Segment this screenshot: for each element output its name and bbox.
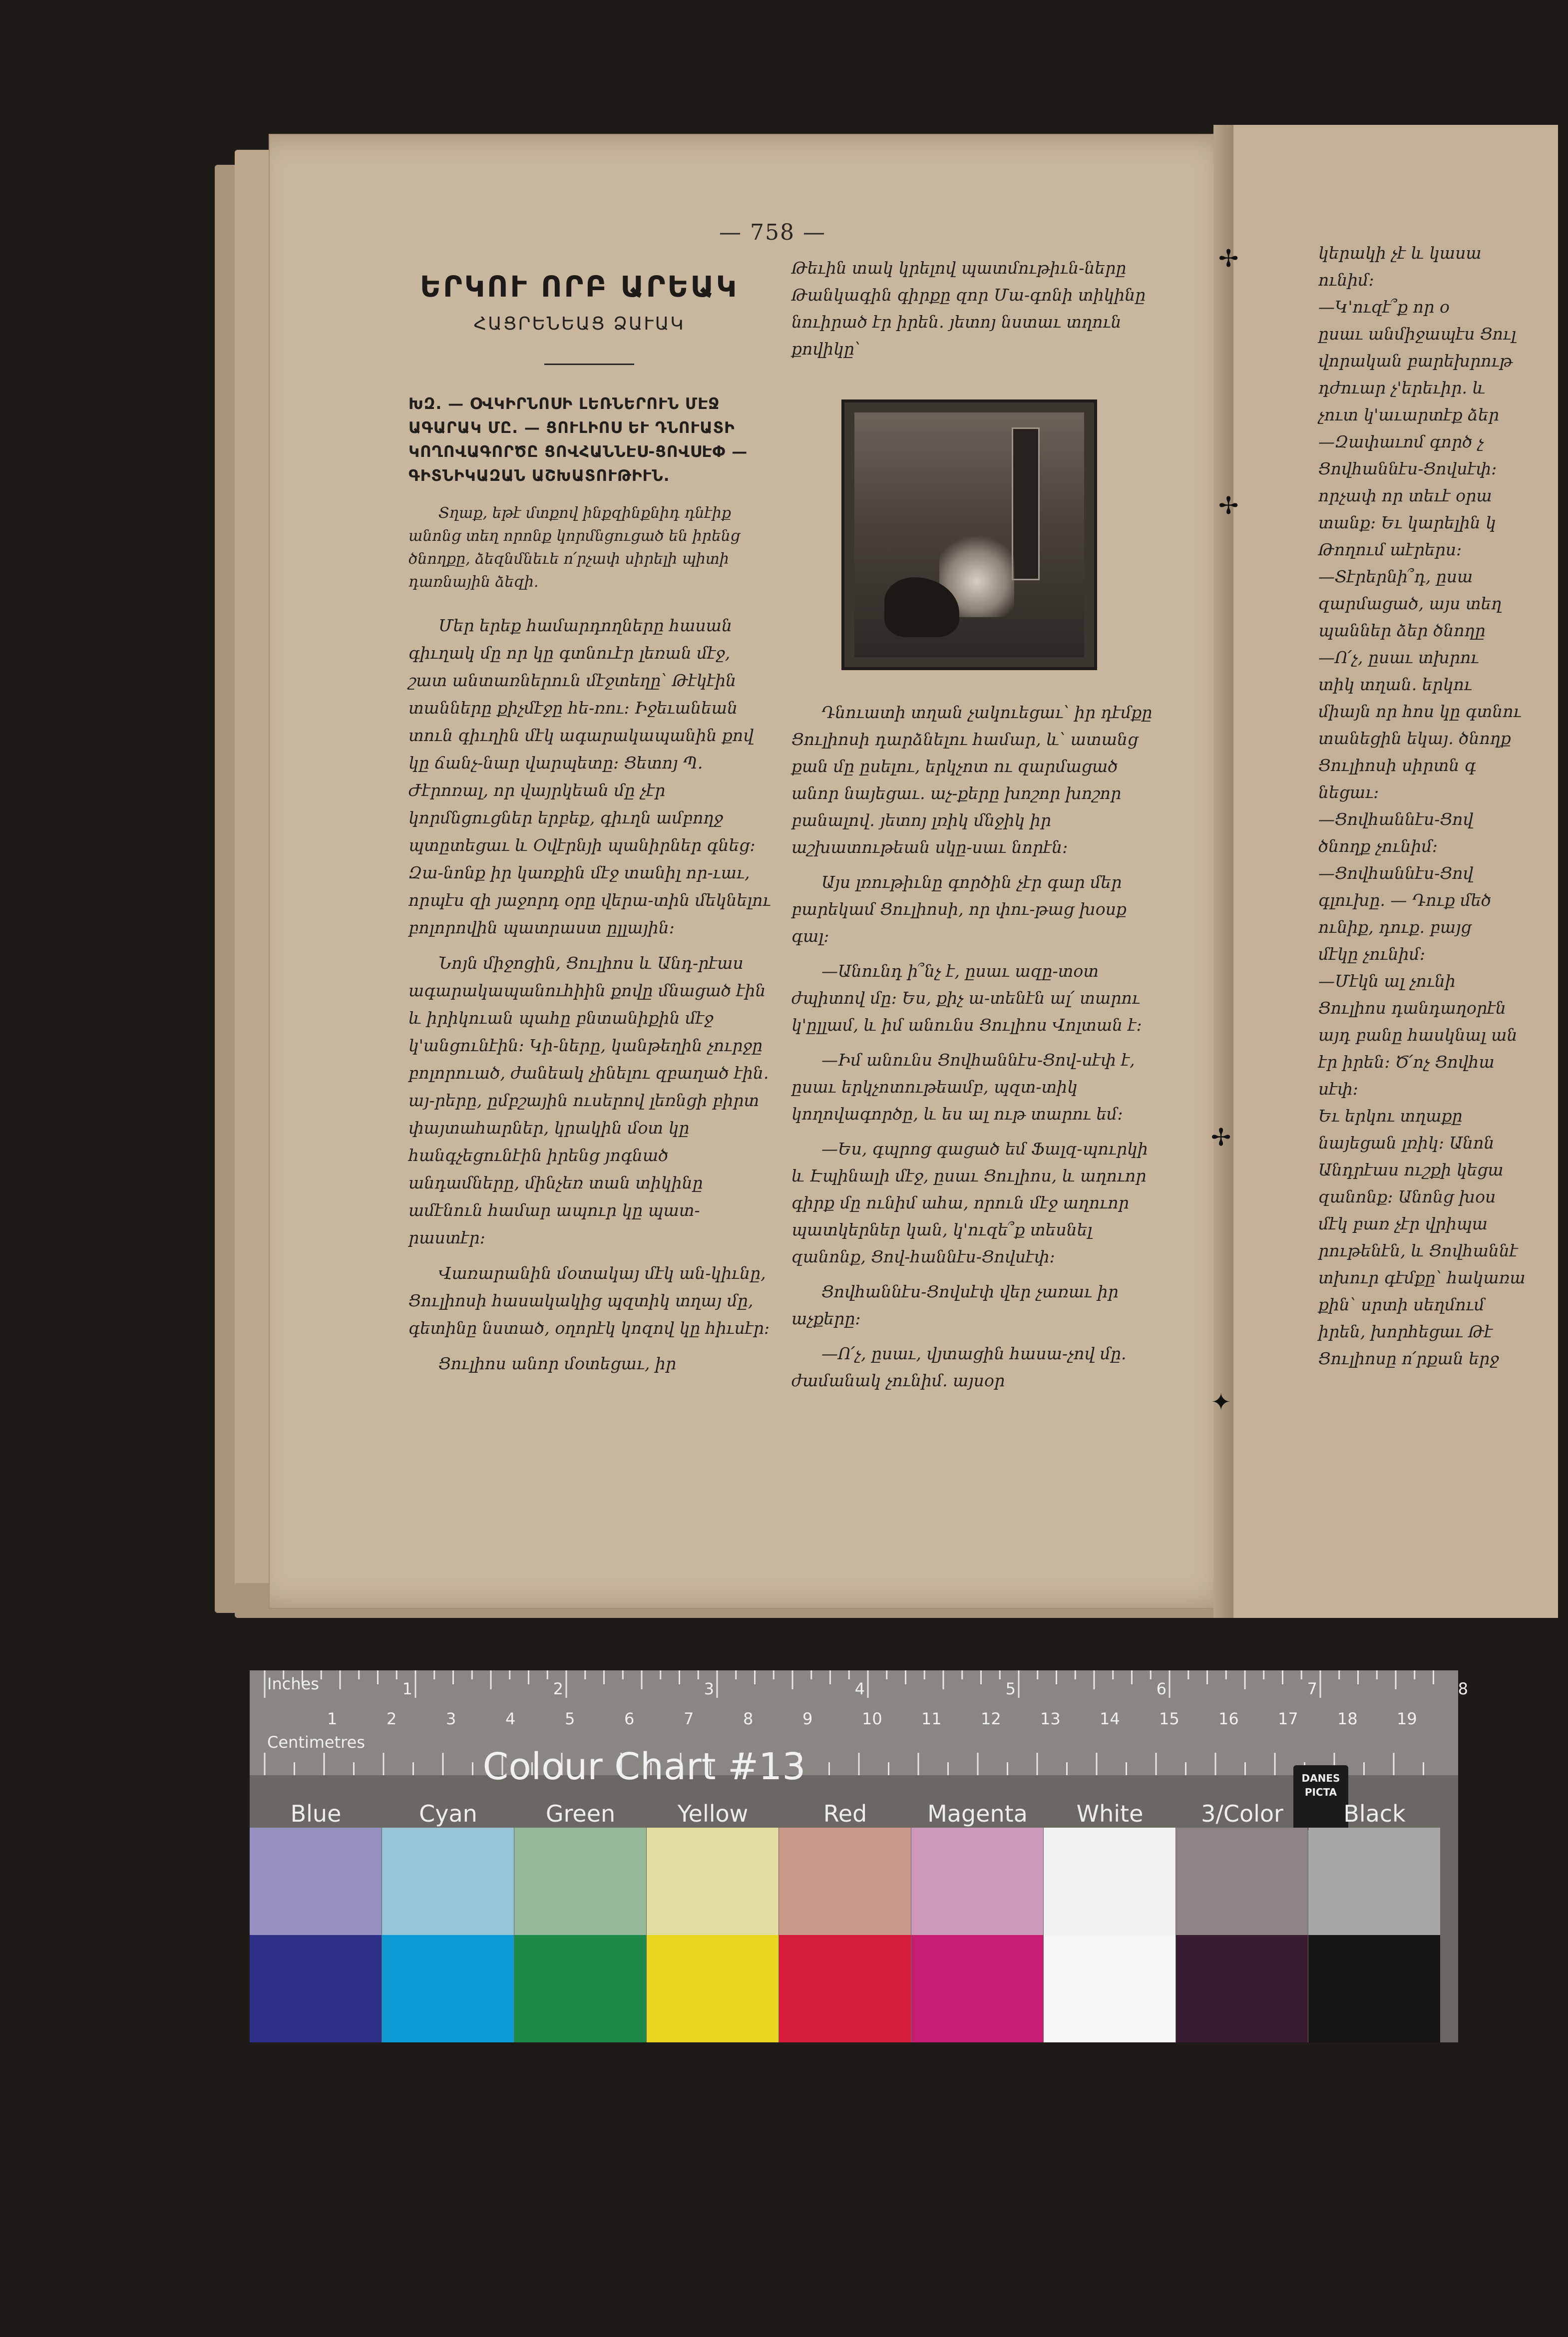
text-line: որչափ որ տեւէ օրա	[1318, 486, 1492, 505]
cm-number: 17	[1278, 1709, 1298, 1728]
inch-number: 3	[704, 1679, 714, 1698]
swatch-light-blue	[250, 1828, 382, 1935]
swatch-dark-black	[1308, 1935, 1440, 2042]
paragraph: Թեւին տակ կրելով պատմութիւն-ները Թանկագին գիրքը զոր Մա-գոնի տիկինը նուիրած էր իրեն. յետոյ նստաւ տղուն քովիկը՝	[791, 258, 1146, 359]
page-number: — 758 —	[719, 220, 826, 245]
text-line: կերակի չէ և կասա	[1318, 243, 1482, 263]
cm-number: 2	[387, 1709, 397, 1728]
text-line: տիկ տղան. երկու	[1318, 675, 1472, 694]
paragraph: Ցուլիոս անոր մօտեցաւ, իր	[438, 1354, 677, 1373]
text-line: Թողում աէրերս։	[1318, 540, 1462, 559]
text-line: —Տէրերնի՞դ, ըսա	[1318, 567, 1473, 586]
text-line: ըսաւ անմիջապէս Ցուլ	[1318, 324, 1517, 344]
text-line: մէկը չունիմ։	[1318, 944, 1426, 964]
paragraph: Վառարանին մօտակայ մէկ ան-կիւնը, Ցուլիոսի հասակակից պզտիկ տղայ մը, գետինը նստած, օղորէկ կոզով կը հիւսէր։	[408, 1263, 770, 1338]
paragraph: Ցովհաննէս-Ցովսէփ վեր չառաւ իր աչքերը։	[791, 1282, 1119, 1328]
text-line: զանոնք։ Անոնց խօս	[1318, 1187, 1496, 1206]
text-line: Եւ երկու տղաքը	[1318, 1106, 1463, 1126]
illustration-scene	[854, 412, 1084, 657]
colour-chart-title: Colour Chart #13	[482, 1745, 806, 1788]
swatch-label: 3/Color	[1201, 1800, 1283, 1827]
paragraph: —Անունդ ի՞նչ է, ըսաւ ազը-տօտ ժպիտով մը։ Ես, քիչ ա-տենէն ալ՛ տարու կ'ըլլամ, և իմ անունս Ցուլիոս Վոլտան է։	[791, 961, 1142, 1035]
swatch-label: Cyan	[419, 1800, 477, 1827]
text-line: Ցովհաննէս-Ցովսէփ։	[1318, 459, 1497, 478]
engraving-illustration	[841, 399, 1097, 670]
swatch-label: Green	[545, 1800, 616, 1827]
swatch-label: Blue	[290, 1800, 342, 1827]
paragraph: Այս լռութիւնը գործին չէր գար մեր բարեկամ Ցուլիոսի, որ փու-թաց խօսք գալ։	[791, 872, 1127, 946]
story-title: ԵՐԿՈՒ ՈՐԲ ԱՐԵԱԿ	[419, 270, 739, 304]
text-line: դժուար չ'երեւիր. և	[1318, 378, 1486, 397]
cm-number: 3	[446, 1709, 456, 1728]
text-line: գլուխը. — Դուք մեծ	[1318, 890, 1492, 910]
text-line: իրեն, խորհեցաւ Թէ	[1318, 1322, 1493, 1341]
pin-mark-3: ✢	[1211, 1124, 1231, 1152]
paragraph: —Ես, գպրոց գացած եմ Ֆալզ-պուրկի և Էպինալի մէջ, ըսաւ Ցուլիոս, և աղուոր գիրք մը ունիմ ահա, որուն մէջ աղուոր պատկերներ կան, կ'ուզե՞ք տեսնել զանոնք, Ցով-հաննէս-Ցովսէփ։	[791, 1139, 1148, 1266]
text-line: —Ցովհաննէս-Ցով	[1318, 863, 1474, 883]
swatch-light-cyan	[382, 1828, 514, 1935]
text-line: զարմացած, այս տեղ	[1318, 594, 1502, 613]
cm-number: 5	[565, 1709, 575, 1728]
cm-number: 11	[921, 1709, 942, 1728]
text-line: չուտ կ'աւարտէք ձեր	[1318, 405, 1499, 424]
pin-mark-1: ✢	[1218, 245, 1239, 273]
text-line: էր իրեն։ Ծ՛ոչ Ցովհա	[1318, 1052, 1495, 1072]
cm-number: 12	[981, 1709, 1001, 1728]
text-line: —Ցովհաննէս-Ցով	[1318, 809, 1474, 829]
inch-number: 1	[402, 1679, 412, 1698]
swatch-grid	[250, 1828, 1458, 2042]
column-three	[1318, 240, 1568, 1372]
text-line: այդ բանը հասկնալ ան	[1318, 1025, 1518, 1045]
swatch-label: Yellow	[677, 1800, 749, 1827]
swatch-dark-green	[514, 1935, 646, 2042]
cm-number: 13	[1040, 1709, 1061, 1728]
inch-number: 8	[1458, 1679, 1468, 1698]
inch-number: 2	[553, 1679, 563, 1698]
intro-text: Տղաք, եթէ մտքով ինքզինքնիդ դնէիք անոնց տեղ որոնք կորմնցուցած են իրենց ծնողքը, ձեզնմնեւե ո՛րչափ սիրելի պիտի դառնային ձեզի.	[408, 504, 741, 591]
swatch-label: Magenta	[927, 1800, 1028, 1827]
cm-number: 4	[505, 1709, 516, 1728]
text-line: քին՝ սրտի սեղմում	[1318, 1295, 1485, 1314]
text-line: րութենէն, և Ցովհաննէ	[1318, 1241, 1518, 1260]
text-line: սէփ։	[1318, 1079, 1358, 1099]
swatch-light-white	[1044, 1828, 1176, 1935]
text-line: —Զափաւոմ գործ չ	[1318, 432, 1484, 451]
text-line: նայեցան լռիկ։ Անոն	[1318, 1133, 1495, 1153]
swatch-dark-blue	[250, 1935, 382, 2042]
text-line: Ցուլիոս դանդաղօրէն	[1318, 998, 1506, 1018]
inches-label: Inches	[267, 1674, 319, 1693]
swatch-light-yellow	[647, 1828, 779, 1935]
text-line: մէկ բառ չէր վրիպա	[1318, 1214, 1488, 1233]
column-two-top	[791, 255, 1156, 371]
swatch-label: Red	[823, 1800, 867, 1827]
paragraph: Նոյն միջոցին, Ցուլիոս և Անդ-րէաս ագարակապանուհիին քովը մնացած էին և իրիկուան պահը բնտանիքին մէջ կ'անցունէին։ Կի-ները, կանթեղին չուրջը բոլորուած, ժանեակ չինելու զբաղած էին. այ-րերը, ըմբշային ուսերով լեռնցի բիրտ փայտահարներ, կրակին մօտ կը հանգչեցունէին իրենց յոգնած անդամները, մինչեռ տան տիկինը ամէնուն համար ապուր կը պատ-րաստէր։	[408, 953, 769, 1247]
swatch-dark-white	[1044, 1935, 1176, 2042]
swatch-light-3color	[1176, 1828, 1308, 1935]
title-divider	[544, 364, 634, 365]
text-line: տխուր գէմքը՝ հակառա	[1318, 1268, 1526, 1287]
swatch-dark-yellow	[647, 1935, 779, 2042]
text-line: Ցուլիոսը ո՛րքան երջ	[1318, 1349, 1499, 1368]
centimetres-label: Centimetres	[267, 1733, 365, 1752]
column-two	[791, 699, 1156, 1402]
intro-paragraph	[408, 502, 773, 602]
text-line: —Մէկն ալ չունի	[1318, 971, 1456, 991]
text-line: պաններ ձեր ծնողը	[1318, 621, 1486, 640]
text-line: միայն որ հոս կը գտնու	[1318, 702, 1522, 721]
paragraph: —Ո՛չ, ըսաւ, վյտացին հասա-չով մը. ժամանակ չունիմ. այսօր	[791, 1344, 1127, 1390]
text-line: ունիմ։	[1318, 270, 1374, 290]
text-line: տանեցին եկայ. ծնողք	[1318, 729, 1511, 748]
swatch-light-red	[779, 1828, 911, 1935]
pin-mark-2: ✢	[1218, 492, 1239, 520]
swatch-dark-red	[779, 1935, 911, 2042]
swatch-light-green	[514, 1828, 646, 1935]
cm-number: 19	[1397, 1709, 1417, 1728]
cm-number: 10	[862, 1709, 882, 1728]
colour-chart	[250, 1670, 1468, 2042]
danes-picta-logo: DANES PICTA	[1293, 1765, 1348, 1830]
paragraph: Դնուատի տղան չակուեցաւ՝ իր դէմքը Ցուլիոսի դարձնելու համար, և՝ ատանց քան մը ըսելու, երկչոտ ու զարմացած անոր նայեցաւ. աչ-քերը խոշոր խոշոր բանալով. յետոյ լռիկ մնջիկ իր աշխատութեան սկը-սաւ նորէն։	[791, 703, 1153, 857]
text-line: Ցուլիոսի սիրտն գ	[1318, 756, 1476, 775]
cm-number: 1	[327, 1709, 338, 1728]
paragraph: —Իմ անունս Ցովհաննէս-Ցով-սէփ է, ըսաւ երկչոտութեամբ, պզտ-տիկ կողովագործը, և ես ալ ութ տարու եմ։	[791, 1050, 1135, 1124]
column-one	[408, 612, 773, 1385]
text-line: ծնողք չունիմ։	[1318, 836, 1438, 856]
text-line: տանք։ Եւ կարելին կ	[1318, 513, 1496, 532]
cm-number: 6	[624, 1709, 635, 1728]
cm-number: 15	[1159, 1709, 1179, 1728]
text-line: Անդրէաս ուշքի կեցա	[1318, 1160, 1504, 1179]
cm-number: 8	[743, 1709, 754, 1728]
cm-number: 7	[684, 1709, 694, 1728]
swatch-light-magenta	[911, 1828, 1043, 1935]
chapter-summary: ԽԶ. — ՕՎԿԻՐՆՈՍԻ ԼԵՌՆԵՐՈՒՆ ՄԷՋ ԱԳԱՐԱԿ ՄԸ. — ՑՈՒԼԻՈՍ ԵՒ ԴՆՈՒԱՏԻ ԿՈՂՈՎԱԳՈՐԾԸ ՑՈՎՀԱՆՆԷՍ-ՑՈՎՍԷՓ — ԳԻՏՆԻԿԱԶԱՆ ԱՇԽԱՏՈՒԹԻՒՆ.	[408, 395, 748, 485]
text-line: նեցաւ։	[1318, 782, 1379, 802]
swatch-light-black	[1308, 1828, 1440, 1935]
text-line: ունիք, դուք. բայց	[1318, 917, 1472, 937]
text-line: —Կ'ուզէ՞ք որ օ	[1318, 297, 1450, 317]
text-line: —Ո՛չ, ըսաւ տխրու	[1318, 648, 1479, 667]
text-line: վորական բարեխրութ	[1318, 351, 1513, 371]
cm-number: 9	[802, 1709, 813, 1728]
grandfather-clock	[1012, 427, 1040, 580]
inch-number: 4	[854, 1679, 865, 1698]
inch-number: 5	[1005, 1679, 1016, 1698]
swatch-dark-3color	[1176, 1935, 1308, 2042]
paragraph: Մեր երեք համարդողները հասան գիւղակ մը որ կը գտնուէր լեռան մէջ, շատ անտառներուն մէջտեղը՝ Թէկէին տանները քիչմէջը հե-ռու։ Իջեւանեան տուն գիւղին մէկ ագարակապանին քով կը ճանչ-նար վարպետը։ Ցետոյ Պ. Ժէրոռալ, որ վայրկեան մը չէր կորմնցուցներ երբեք, գիւղն ամբողջ պտըտեցաւ և Օվէրնյի պանիրներ գնեց։ Զա-նոնք իր կառքին մէջ տանիլ որ-ւաւ, որպէս զի յաջորդ օրը վերա-տին մեկնելու բոլորովին պատրաստ ըլլային։	[408, 616, 771, 937]
story-author: ՀԱՑՐԵՆԵԱՑ ՁԱՒԱԿ	[473, 314, 685, 334]
inch-number: 6	[1156, 1679, 1167, 1698]
inch-number: 7	[1307, 1679, 1317, 1698]
swatch-dark-magenta	[911, 1935, 1043, 2042]
swatch-label: White	[1076, 1800, 1144, 1827]
pin-mark-4: ✦	[1211, 1388, 1231, 1416]
cm-number: 14	[1100, 1709, 1120, 1728]
swatch-label: Black	[1343, 1800, 1406, 1827]
swatch-dark-cyan	[382, 1935, 514, 2042]
cm-number: 16	[1218, 1709, 1239, 1728]
cm-number: 18	[1337, 1709, 1358, 1728]
